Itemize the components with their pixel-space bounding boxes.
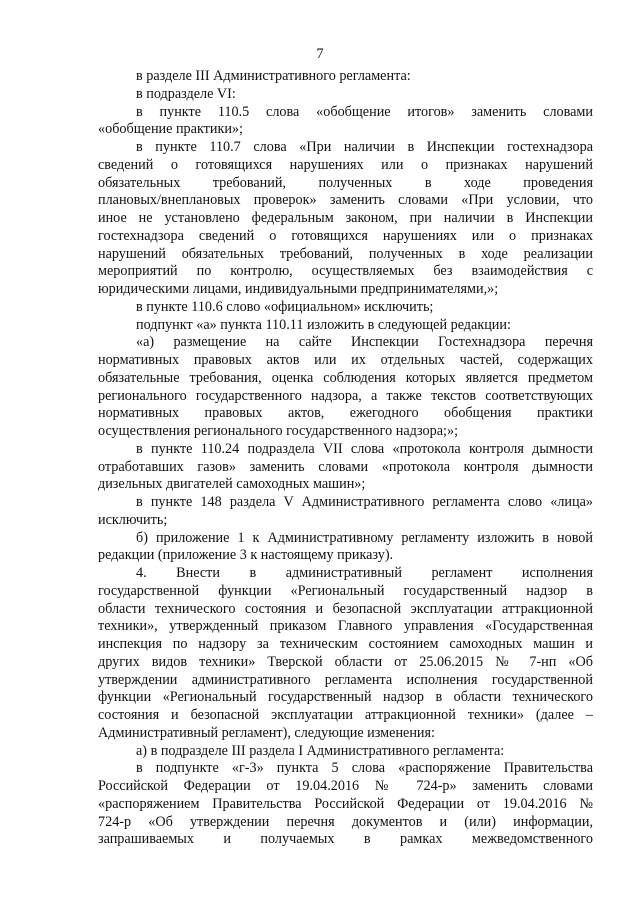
text-line: «распоряжением Правительства Российской Федерации от 19.04.2016 №	[98, 795, 593, 812]
text-line: функции «Региональный государственный надзор в области технического	[98, 689, 593, 706]
text-line: в пункте 110.7 слова «При наличии в Инспекции гостехнадзора	[136, 139, 593, 155]
text-line: государственной функции «Региональный государственный надзор в	[98, 582, 593, 599]
text-line: обязательных требований, полученных в ходе проведения	[98, 174, 593, 191]
text-line: осуществления регионального государственного надзора;»;	[98, 423, 459, 439]
text-line: 4. Внести в административный регламент исполнения	[136, 565, 593, 581]
page-number: 7	[316, 46, 324, 62]
text-line: б) приложение 1 к Административному регламенту изложить в новой	[136, 529, 593, 546]
text-line: техники», утвержденный приказом Главного управления «Государственная	[98, 618, 593, 635]
text-line: в пункте 110.6 слово «официальном» исключить;	[136, 298, 434, 315]
text-line: подпункт «а» пункта 110.11 изложить в следующей редакции:	[136, 316, 511, 333]
text-line: Российской Федерации от 19.04.2016 № 724-р» заменить словами	[98, 778, 593, 794]
text-line: «обобщение практики»;	[98, 121, 243, 138]
text-line: нормативных правовых актов или их отдельных частей, содержащих	[98, 352, 593, 368]
text-line: «а) размещение на сайте Инспекции Гостехнадзора перечня	[136, 334, 593, 351]
text-line: в подразделе VI:	[136, 85, 236, 102]
text-line: плановых/внеплановых проверок» заменить словами «При условии, что	[98, 192, 593, 209]
text-line: дизельных двигателей самоходных машин»;	[98, 476, 366, 493]
text-line: в пункте 110.5 слова «обобщение итогов» заменить словами	[136, 103, 593, 120]
text-line: других видов техники» Тверской области от 25.06.2015 № 7-нп «Об	[98, 653, 593, 670]
text-line: регионального государственного надзора, а также текстов соответствующих	[98, 387, 593, 404]
text-line: в пункте 110.24 подраздела VII слова «протокола контроля дымности	[136, 440, 593, 457]
text-line: запрашиваемых и получаемых в рамках межведомственного	[98, 831, 593, 848]
document-body	[98, 68, 593, 849]
text-line: 724-р «Об утверждении перечня документов и (или) информации,	[98, 813, 593, 830]
text-line: в пункте 148 раздела V Административного регламента слово «лица»	[136, 494, 593, 510]
text-line: в подпункте «г-3» пункта 5 слова «распоряжение Правительства	[136, 760, 593, 777]
text-line: нарушений обязательных требований, полученных в ходе реализации	[98, 245, 593, 262]
text-line: иное не установлено федеральным законом, при наличии в Инспекции	[98, 210, 593, 226]
text-line: инспекция по надзору за техническим состоянием самоходных машин и	[98, 636, 593, 652]
text-line: юридическими лицами, индивидуальными предпринимателями,»;	[98, 281, 499, 297]
text-line: утверждении административного регламента исполнения государственной	[98, 671, 593, 688]
text-line: обязательные требования, оценка соблюдения которых является предметом	[98, 369, 593, 386]
text-line: отработавших газов» заменить словами «протокола контроля дымности	[98, 458, 593, 475]
text-line: состояния и безопасной эксплуатации аттракционной техники» (далее –	[98, 707, 593, 723]
text-line: нормативных правовых актов, ежегодного обобщения практики	[98, 405, 593, 422]
text-line: мероприятий по контролю, осуществляемых без взаимодействия с	[98, 263, 593, 280]
text-line: Административный регламент), следующие изменения:	[98, 724, 435, 741]
text-line: в разделе III Административного регламента:	[136, 68, 411, 84]
text-line: исключить;	[98, 511, 168, 528]
text-line: сведений о готовящихся нарушениях или о признаках нарушений	[98, 156, 593, 173]
text-line: области технического состояния и безопасной эксплуатации аттракционной	[98, 600, 593, 617]
text-line: редакции (приложение 3 к настоящему приказу).	[98, 547, 394, 564]
text-line: а) в подразделе III раздела I Административного регламента:	[136, 742, 505, 759]
text-line: гостехнадзора сведений о готовящихся нарушениях или о признаках	[98, 227, 593, 244]
